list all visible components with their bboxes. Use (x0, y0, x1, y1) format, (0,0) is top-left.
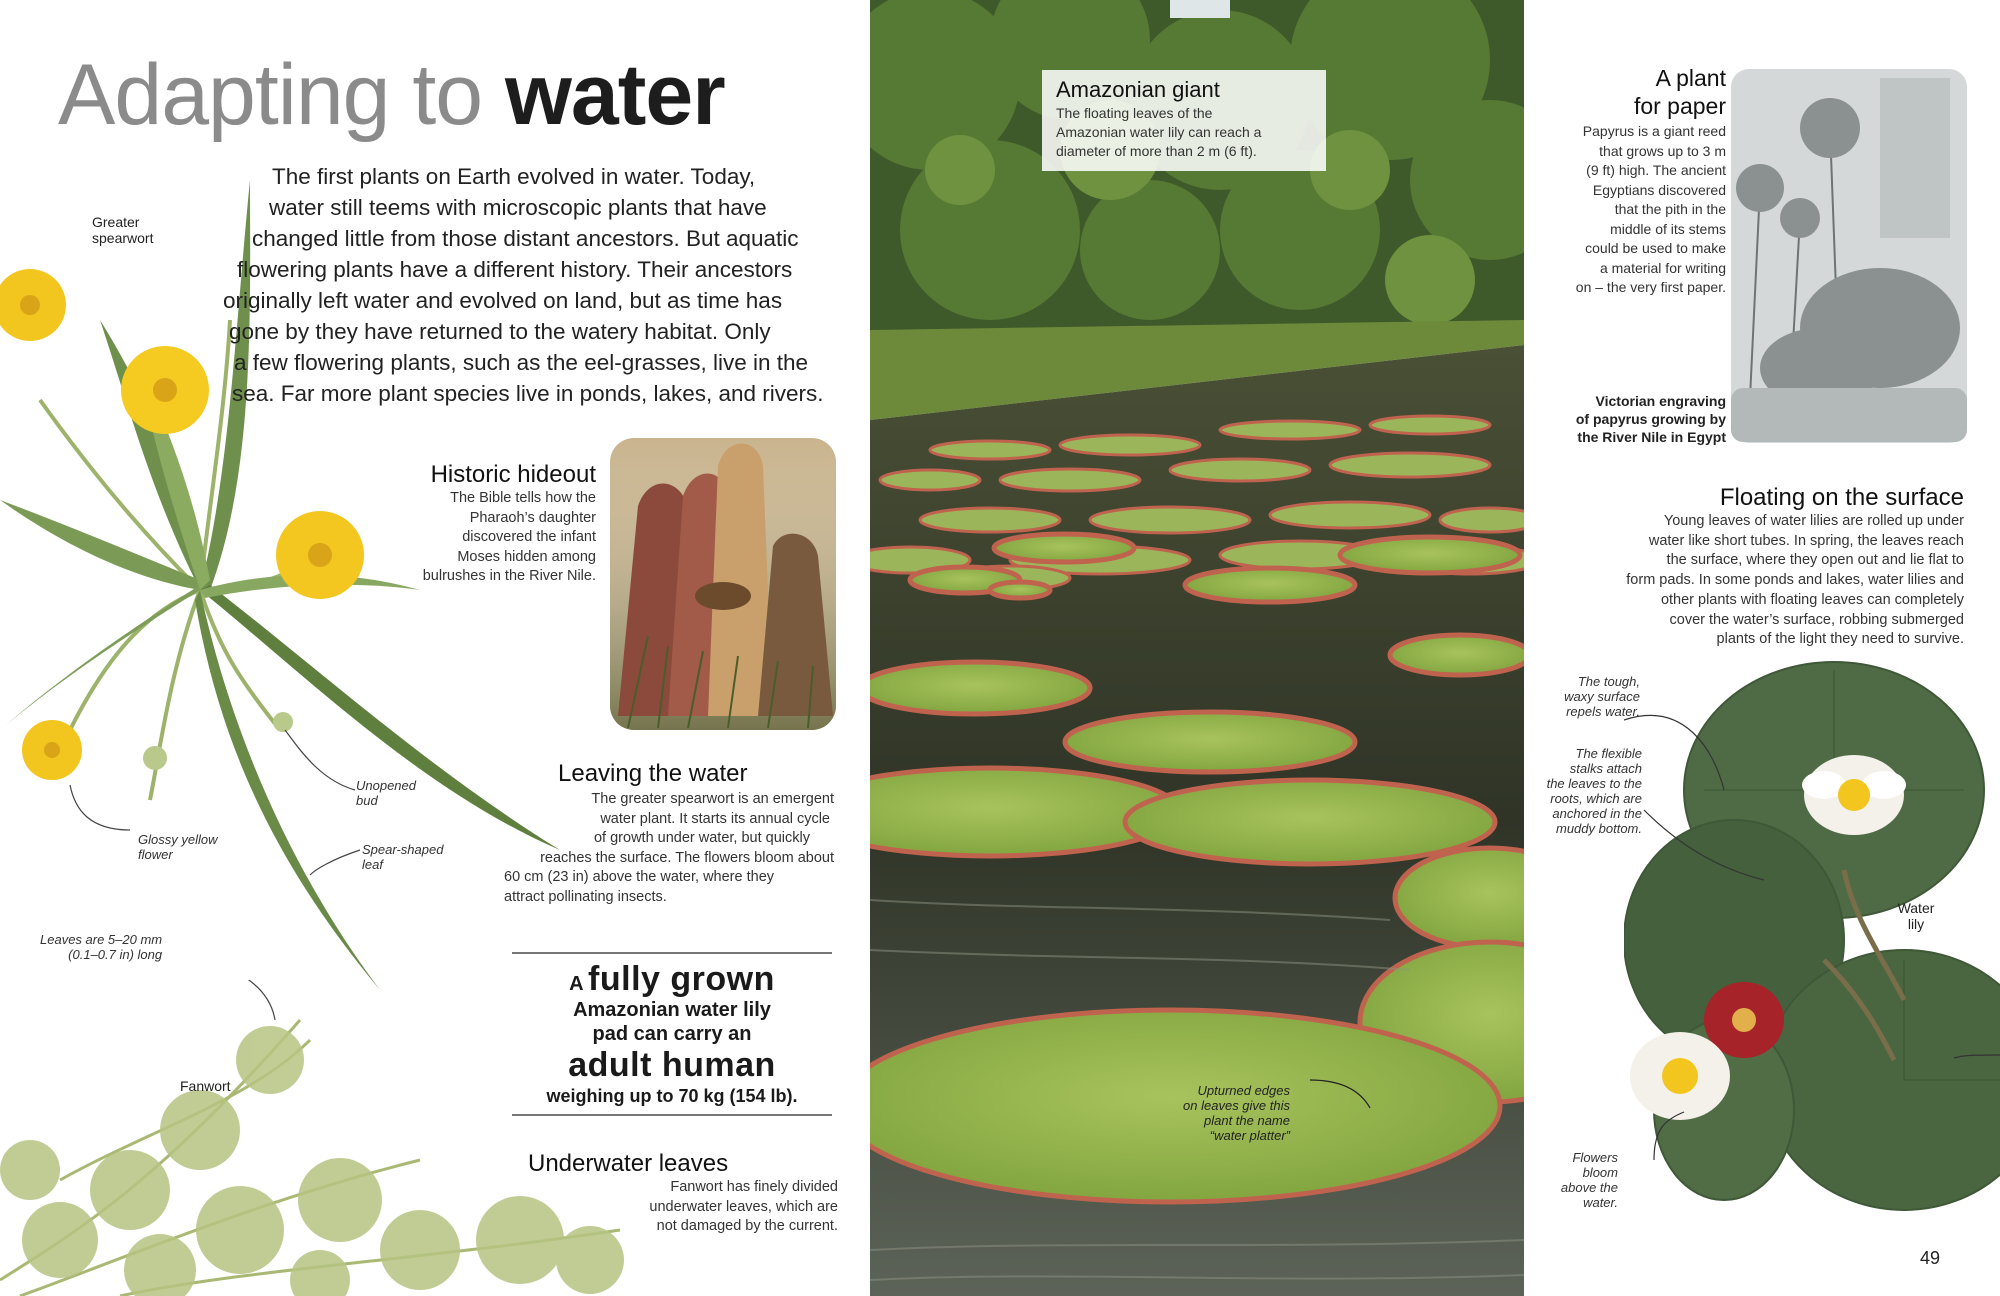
leaving-water-line: of growth under water, but quickly (593, 830, 810, 847)
underwater-leaves-heading: Underwater leaves (528, 1150, 729, 1177)
floating-heading: Floating on the surface (1719, 484, 1964, 511)
paper-line: on – the very first paper. (1575, 279, 1726, 295)
amazonian-giant-caption (1042, 70, 1326, 171)
intro-line: originally left water and evolved on land, but as time has (223, 288, 783, 313)
fact-line: pad can carry an (592, 1023, 752, 1045)
lily-pond-photo (870, 0, 1524, 1296)
paper-line: Egyptians discovered (1592, 181, 1726, 198)
floating-line: other plants with floating leaves can completely (1660, 591, 1964, 608)
leaving-water-body (500, 790, 834, 908)
floating-section (1564, 484, 1964, 650)
paper-line: Papyrus is a giant reed (1582, 123, 1726, 139)
amazonian-giant-line: Amazonian water lily can reach a (1056, 124, 1262, 140)
fact-prefix: A (569, 973, 584, 995)
label-unopened-bud: Unopened bud (356, 778, 416, 808)
engraving-caption (1534, 392, 1726, 446)
amazonian-giant-heading: Amazonian giant (1056, 77, 1220, 102)
engraving-caption-line: of papyrus growing by (1575, 411, 1726, 427)
floating-line: plants of the light they need to survive. (1716, 631, 1964, 648)
paper-line: (9 ft) high. The ancient (1586, 162, 1726, 178)
historic-hideout-line: Pharaoh’s daughter (469, 509, 596, 526)
intro-line: flowering plants have a different history. Their ancestors (237, 257, 793, 282)
historic-hideout-line: discovered the infant (462, 529, 596, 546)
floating-line: water like short tubes. In spring, the leaves reach (1648, 532, 1964, 549)
paper-heading-1: A plant (1655, 65, 1726, 91)
paper-line: that the pith in the (1614, 201, 1726, 217)
label-fanwort: Fanwort (180, 1078, 231, 1094)
paper-heading-2: for paper (1633, 93, 1726, 119)
underwater-leaves-section (528, 1150, 838, 1237)
right-page (1524, 0, 2000, 1296)
title-light: Adapting to (58, 47, 483, 143)
historic-hideout-section (370, 461, 596, 587)
intro-line: The first plants on Earth evolved in water. Today, (272, 164, 756, 189)
historic-hideout-heading: Historic hideout (430, 461, 596, 488)
floating-line: Young leaves of water lilies are rolled up under (1663, 513, 1964, 529)
fact-fully-grown: fully grown (588, 960, 775, 998)
amazonian-giant-line: The floating leaves of the (1056, 105, 1213, 121)
label-glossy-flower: Glossy yellow flower (138, 832, 218, 862)
page-number: 49 (1920, 1248, 1941, 1268)
intro-paragraph (222, 161, 822, 409)
title-bold: water (505, 47, 725, 143)
label-flexible-stalks: The flexible stalks attach the leaves to the roots, which are anchored in the muddy bottom. (1546, 746, 1642, 836)
paper-line: could be used to make (1585, 240, 1726, 256)
leaving-water-line: water plant. It starts its annual cycle (600, 810, 830, 827)
paper-body (1534, 122, 1726, 298)
engraving-caption-line: Victorian engraving (1595, 393, 1726, 409)
label-greater-spearwort: Greater spearwort (92, 214, 154, 246)
leaving-water-heading: Leaving the water (558, 760, 748, 787)
leaving-water-line: attract pollinating insects. (504, 888, 667, 905)
leaving-water-line: The greater spearwort is an emergent (591, 791, 834, 807)
leaving-water-heading-wrap (480, 760, 750, 788)
engraving-caption-line: the River Nile in Egypt (1577, 429, 1726, 445)
label-spear-leaf: Spear-shaped leaf (362, 842, 444, 872)
label-leaves-size: Leaves are 5–20 mm (0.1–0.7 in) long (40, 932, 163, 962)
floating-line: cover the water’s surface, robbing submerged (1669, 611, 1964, 628)
label-tough-surface: The tough, waxy surface repels water. (1564, 674, 1640, 719)
label-flowers-bloom: Flowers bloom above the water. (1560, 1150, 1618, 1210)
underwater-line: not damaged by the current. (656, 1218, 838, 1235)
underwater-line: underwater leaves, which are (649, 1198, 838, 1215)
fanwort-illustration (0, 980, 640, 1296)
intro-line: water still teems with microscopic plants that have (269, 195, 767, 220)
floating-line: the surface, where they open out and lie flat to (1666, 552, 1964, 569)
leaving-water-line: reaches the surface. The flowers bloom about (540, 849, 834, 866)
fact-line: Amazonian water lily (573, 999, 771, 1021)
moses-illustration (608, 436, 838, 732)
historic-hideout-line: The Bible tells how the (450, 490, 596, 506)
left-page (0, 0, 870, 1296)
leaving-water-line: 60 cm (23 in) above the water, where they (504, 869, 775, 886)
label-upturned-edges: Upturned edges on leaves give this plant the name “water platter” (1183, 1083, 1290, 1143)
intro-line: a few flowering plants, such as the eel-grasses, live in the (234, 350, 809, 375)
historic-hideout-line: bulrushes in the River Nile. (422, 568, 596, 585)
paper-line: a material for writing (1599, 259, 1726, 276)
water-lily-illustration (1624, 660, 2000, 1260)
paper-line: that grows up to 3 m (1599, 142, 1726, 159)
amazonian-giant-line: diameter of more than 2 m (6 ft). (1056, 143, 1257, 159)
floating-line: form pads. In some ponds and lakes, water lilies and (1626, 572, 1964, 589)
page-title (58, 47, 725, 143)
fact-adult-human: adult human (568, 1046, 776, 1084)
papyrus-engraving (1730, 68, 1968, 444)
underwater-line: Fanwort has finely divided (670, 1179, 838, 1195)
intro-line: gone by they have returned to the watery habitat. Only (229, 319, 771, 344)
fact-line: weighing up to 70 kg (154 lb). (546, 1086, 798, 1106)
paper-line: middle of its stems (1610, 220, 1726, 237)
historic-hideout-line: Moses hidden among (457, 548, 596, 565)
intro-line: sea. Far more plant species live in ponds, lakes, and rivers. (232, 381, 824, 406)
plant-for-paper-section (1534, 64, 1726, 298)
intro-line: changed little from those distant ancestors. But aquatic (252, 226, 799, 251)
label-water-lily: Water lily (1897, 900, 1935, 932)
